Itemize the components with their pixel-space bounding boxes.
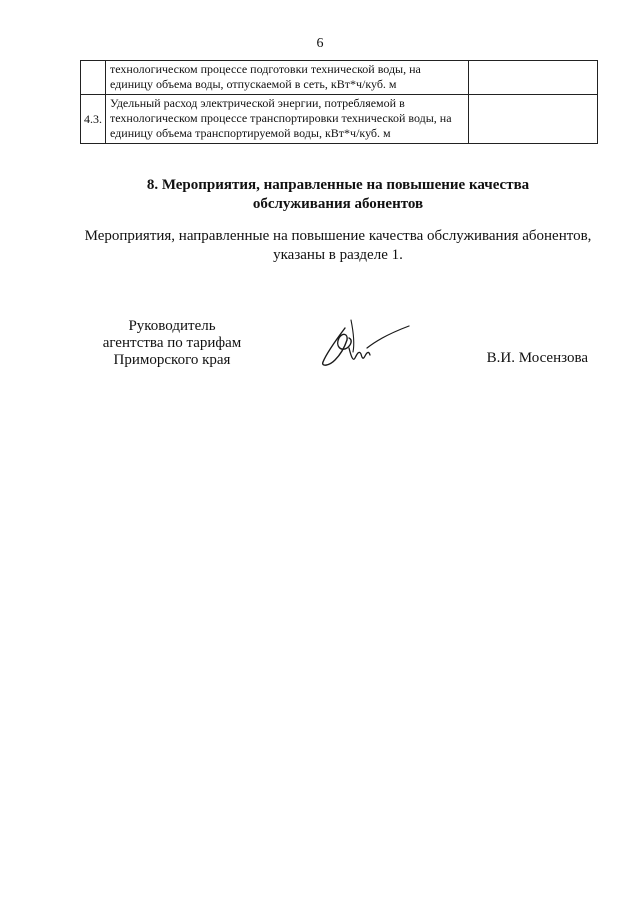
signatory-title-line: Руководитель bbox=[128, 318, 216, 334]
section-body-line: Мероприятия, направленные на повышение качества обслуживания абонентов, bbox=[84, 228, 592, 244]
section-heading bbox=[80, 176, 596, 214]
row-description: технологическом процессе подготовки технической воды, на единицу объема воды, отпускаемой в сеть, кВт*ч/куб. м bbox=[106, 61, 469, 95]
signer-name: В.И. Мосензова bbox=[486, 350, 588, 366]
row-value bbox=[469, 95, 598, 144]
page-number: 6 bbox=[316, 36, 324, 51]
section-heading-line: 8. Мероприятия, направленные на повышение качества bbox=[146, 177, 530, 193]
signatory-title-line: агентства по тарифам bbox=[102, 335, 242, 351]
handwritten-signature bbox=[315, 318, 415, 370]
table-row bbox=[81, 95, 598, 144]
section-body bbox=[72, 227, 604, 265]
indicators-table bbox=[80, 60, 598, 144]
row-description: Удельный расход электрической энергии, потребляемой в технологическом процессе транспортировки технической воды, на единицу объема транспортируемой воды, кВт*ч/куб. м bbox=[106, 95, 469, 144]
signatory-title-line: Приморского края bbox=[113, 352, 231, 368]
row-number bbox=[81, 61, 106, 95]
row-number: 4.3. bbox=[81, 95, 106, 144]
section-heading-line: обслуживания абонентов bbox=[252, 196, 424, 212]
table-row bbox=[81, 61, 598, 95]
row-value bbox=[469, 61, 598, 95]
signatory-title bbox=[72, 318, 272, 369]
section-body-line: указаны в разделе 1. bbox=[273, 247, 403, 263]
